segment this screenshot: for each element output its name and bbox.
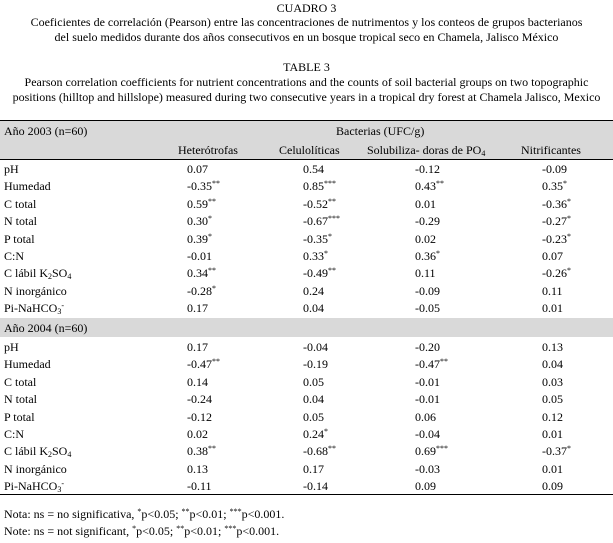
value-cell: [415, 214, 440, 228]
value-text: -0.01: [415, 392, 440, 407]
row-label-text: C total: [4, 196, 37, 211]
value-cell: [542, 266, 571, 280]
value-text: -0.36: [542, 196, 567, 211]
value-cell: [542, 197, 571, 211]
table-caption-line-1: Pearson correlation coefficients for nutrient concentrations and the counts of soil bacterial groups on two topographic: [24, 75, 589, 89]
value-text: -0.09: [415, 283, 440, 298]
value-cell: [187, 284, 216, 298]
value-cell: [303, 427, 328, 441]
table-row: [0, 300, 613, 317]
value-cell: [303, 266, 336, 280]
note-text: p<0.01;: [189, 507, 230, 521]
table-row: [0, 178, 613, 195]
value-cell: [415, 179, 444, 193]
value-cell: [187, 410, 212, 424]
significance-marker: *: [567, 214, 571, 224]
bottom-rule: [0, 494, 613, 495]
row-label: [4, 444, 71, 458]
note-spanish: [4, 507, 284, 521]
row-label-text: Humedad: [4, 179, 51, 194]
value-cell: [187, 427, 208, 441]
value-text: 0.07: [542, 249, 563, 263]
value-text: 0.24: [303, 427, 324, 441]
value-cell: [303, 197, 336, 211]
row-label: [4, 249, 24, 263]
significance-marker: **: [328, 196, 336, 206]
value-cell: [303, 214, 340, 228]
value-cell: [303, 162, 324, 176]
value-text: 0.33: [303, 249, 324, 263]
cuadro-title: CUADRO 3: [276, 1, 337, 15]
significance-marker: **: [440, 357, 448, 367]
row-label: [4, 266, 71, 280]
value-cell: [415, 162, 440, 176]
value-cell: [187, 357, 220, 371]
significance-marker: *: [324, 427, 328, 436]
significance-marker: **: [328, 266, 336, 276]
value-text: 0.01: [415, 196, 436, 211]
value-text: -0.04: [415, 427, 440, 441]
value-cell: [415, 197, 436, 211]
value-cell: [187, 444, 216, 458]
table-row: [0, 248, 613, 265]
value-text: -0.12: [187, 409, 212, 424]
table-caption-line-2: positions (hilltop and hillslope) measured during two consecutive years in a tropical dry forest at Chamela Jalisco, Mexico: [12, 90, 601, 104]
table-row: [0, 196, 613, 213]
value-cell: [303, 249, 328, 263]
significance-marker: *: [208, 214, 212, 224]
significance-marker: **: [212, 357, 220, 367]
value-text: 0.07: [187, 162, 208, 176]
note-text: p<0.05;: [141, 507, 182, 521]
table-row: [0, 409, 613, 426]
value-cell: [187, 214, 212, 228]
row-label-text: N inorgánico: [4, 461, 67, 476]
note-text: p<0.05;: [136, 524, 177, 538]
value-text: -0.20: [415, 340, 440, 354]
value-text: 0.14: [187, 374, 208, 389]
row-label: [4, 340, 19, 354]
column-header-solubilizadoras-text: Solubiliza- doras de PO: [367, 143, 482, 157]
note-english: [4, 524, 279, 538]
value-text: 0.05: [303, 374, 324, 389]
value-text: 0.11: [542, 283, 563, 298]
value-cell: [303, 232, 332, 246]
row-label-text: C:N: [4, 249, 25, 263]
row-label-text: N inorgánico: [4, 283, 67, 298]
significance-marker: *: [436, 249, 440, 258]
row-label: [4, 357, 51, 371]
value-cell: [187, 266, 216, 280]
value-text: -0.35: [303, 231, 328, 246]
value-cell: [187, 232, 212, 246]
value-text: -0.12: [415, 162, 440, 176]
value-cell: [415, 410, 436, 424]
value-text: 0.03: [542, 374, 563, 389]
value-text: 0.04: [542, 357, 563, 372]
row-label-sub: 2: [48, 272, 52, 282]
row-label-sup: -: [61, 301, 65, 311]
value-text: -0.47: [187, 357, 212, 372]
significance-marker: *: [212, 283, 216, 293]
value-text: -0.14: [303, 479, 328, 494]
value-text: -0.68: [303, 444, 328, 459]
value-text: -0.01: [187, 249, 212, 263]
value-cell: [415, 301, 440, 315]
value-cell: [542, 340, 563, 354]
value-text: -0.24: [187, 392, 212, 407]
significance-marker: **: [208, 196, 216, 206]
value-cell: [542, 375, 563, 389]
value-text: 0.34: [187, 266, 208, 281]
value-cell: [303, 410, 324, 424]
row-label-sub: 4: [67, 450, 72, 460]
value-text: -0.28: [187, 283, 212, 298]
value-text: -0.04: [303, 340, 328, 354]
table-row: [0, 478, 613, 495]
significance-marker: **: [208, 266, 216, 276]
value-text: 0.09: [542, 479, 563, 494]
table-row: [0, 231, 613, 248]
value-cell: [187, 479, 212, 493]
row-label: [4, 179, 51, 193]
significance-marker: **: [212, 179, 220, 189]
value-cell: [542, 284, 563, 298]
row-label-text: C lábil K: [4, 444, 48, 459]
value-cell: [542, 479, 563, 493]
value-cell: [542, 427, 563, 441]
row-label-text: SO: [52, 266, 68, 281]
table-title: TABLE 3: [283, 60, 330, 74]
value-text: 0.24: [303, 283, 324, 298]
cuadro-caption-line-1: Coeficientes de correlación (Pearson) entre las concentraciones de nutrimentos y los conteos de grupos bacterianos: [30, 15, 583, 29]
value-cell: [187, 197, 216, 211]
value-text: 0.39: [187, 231, 208, 246]
value-cell: [187, 392, 212, 406]
value-text: 0.30: [187, 214, 208, 229]
value-text: 0.01: [542, 427, 563, 441]
row-label: [4, 375, 36, 389]
value-text: -0.01: [415, 374, 440, 389]
significance-marker: **: [328, 444, 336, 454]
value-cell: [303, 444, 336, 458]
section-label-2004: Año 2004 (n=60): [4, 321, 88, 335]
value-cell: [303, 301, 324, 315]
value-text: -0.05: [415, 301, 440, 316]
column-header-nitrificantes: Nitrificantes: [521, 143, 581, 157]
table-row: [0, 161, 613, 178]
value-text: 0.06: [415, 409, 436, 424]
value-text: -0.19: [303, 357, 328, 372]
value-text: 0.85: [303, 179, 324, 194]
value-text: -0.26: [542, 266, 567, 281]
row-label: [4, 214, 37, 228]
value-text: 0.17: [187, 340, 208, 354]
value-text: -0.67: [303, 214, 328, 229]
value-text: 0.69: [415, 444, 436, 459]
row-label-sup: -: [61, 479, 65, 489]
value-text: -0.11: [187, 479, 212, 494]
row-label: [4, 479, 64, 493]
significance-marker: ***: [324, 179, 336, 189]
section-label-2003: Año 2003 (n=60): [4, 124, 88, 138]
value-cell: [415, 479, 436, 493]
note-sup: **: [181, 507, 190, 516]
value-cell: [187, 340, 208, 354]
value-cell: [415, 284, 440, 298]
value-text: 0.35: [542, 179, 563, 194]
value-text: 0.11: [415, 266, 436, 281]
table-row: [0, 391, 613, 408]
value-text: 0.05: [303, 409, 324, 424]
value-cell: [542, 301, 563, 315]
value-cell: [415, 375, 440, 389]
table-row: [0, 283, 613, 300]
value-cell: [415, 249, 440, 263]
value-cell: [303, 179, 336, 193]
significance-marker: ***: [328, 214, 340, 224]
value-cell: [415, 427, 440, 441]
value-cell: [187, 301, 208, 315]
value-cell: [415, 444, 448, 458]
value-cell: [415, 462, 440, 476]
column-header-celuloliticas: Celulolíticas: [279, 143, 340, 157]
value-cell: [542, 214, 571, 228]
value-text: -0.03: [415, 461, 440, 476]
table-row: [0, 426, 613, 443]
value-text: 0.38: [187, 444, 208, 459]
value-cell: [542, 249, 563, 263]
row-label-sub: 2: [48, 450, 52, 460]
value-cell: [303, 375, 324, 389]
row-label-text: SO: [52, 444, 68, 459]
value-cell: [303, 392, 324, 406]
row-label: [4, 462, 67, 476]
value-cell: [542, 392, 563, 406]
value-text: 0.13: [187, 461, 208, 476]
row-label-text: C:N: [4, 427, 25, 441]
table-row: [0, 443, 613, 460]
value-text: 0.12: [542, 409, 563, 424]
row-label: [4, 392, 37, 406]
value-cell: [187, 179, 220, 193]
note-spanish-prefix: Nota: ns = no significativa,: [4, 507, 138, 521]
note-sup: ***: [224, 524, 237, 533]
row-label-text: N total: [4, 392, 37, 407]
value-text: 0.09: [415, 479, 436, 494]
row-label-text: pH: [4, 162, 19, 176]
row-label: [4, 410, 35, 424]
row-label: [4, 162, 19, 176]
value-text: 0.01: [542, 301, 563, 316]
table-row: [0, 374, 613, 391]
table-row: [0, 356, 613, 373]
value-cell: [542, 162, 567, 176]
row-label-sub: 4: [67, 272, 72, 282]
row-label-text: pH: [4, 340, 19, 354]
section-header-2004: [0, 318, 613, 337]
value-text: 0.13: [542, 340, 563, 354]
note-sup: *: [132, 524, 137, 533]
note-sup: ***: [229, 507, 242, 516]
significance-marker: *: [567, 266, 571, 276]
table-row: [0, 213, 613, 230]
value-text: -0.29: [415, 214, 440, 229]
header-bottom-rule: [0, 159, 613, 160]
value-cell: [542, 179, 567, 193]
value-cell: [415, 357, 448, 371]
header-row-columns: [0, 139, 613, 159]
significance-marker: **: [208, 444, 216, 454]
value-cell: [415, 266, 436, 280]
value-text: -0.27: [542, 214, 567, 229]
value-cell: [542, 232, 571, 246]
significance-marker: *: [324, 249, 328, 258]
significance-marker: *: [328, 231, 332, 241]
row-label-text: N total: [4, 214, 37, 229]
column-header-solubilizadoras: [367, 143, 485, 157]
value-text: 0.17: [303, 461, 324, 476]
value-text: -0.09: [542, 162, 567, 176]
value-cell: [303, 284, 324, 298]
value-text: 0.43: [415, 179, 436, 194]
group-header: Bacterias (UFC/g): [336, 124, 425, 138]
significance-marker: *: [567, 196, 571, 206]
value-text: 0.36: [415, 249, 436, 263]
significance-marker: ***: [436, 444, 448, 454]
value-cell: [415, 340, 440, 354]
value-text: -0.47: [415, 357, 440, 372]
row-label: [4, 301, 64, 315]
row-label: [4, 197, 36, 211]
value-text: 0.54: [303, 162, 324, 176]
row-label-sub: 3: [57, 485, 62, 495]
note-sup: *: [137, 507, 142, 516]
value-text: 0.04: [303, 392, 324, 407]
note-english-prefix: Note: ns = not significant,: [4, 524, 133, 538]
row-label: [4, 232, 35, 246]
row-label-text: Pi-NaHCO: [4, 301, 58, 316]
note-text: p<0.001.: [236, 524, 280, 538]
row-label-text: Humedad: [4, 357, 51, 372]
note-sup: **: [176, 524, 185, 533]
note-text: p<0.001.: [241, 507, 285, 521]
value-cell: [187, 162, 208, 176]
column-header-heterotrofas: Heterótrofas: [178, 143, 238, 157]
significance-marker: *: [567, 231, 571, 241]
significance-marker: *: [567, 444, 571, 454]
table-row: [0, 265, 613, 282]
header-row-group: [0, 121, 613, 139]
row-label: [4, 284, 67, 298]
value-text: 0.59: [187, 196, 208, 211]
value-cell: [542, 444, 571, 458]
value-text: -0.35: [187, 179, 212, 194]
value-text: 0.01: [542, 461, 563, 476]
value-cell: [542, 410, 563, 424]
value-cell: [542, 462, 563, 476]
row-label-text: Pi-NaHCO: [4, 479, 58, 494]
value-text: 0.02: [415, 231, 436, 246]
row-label: [4, 427, 24, 441]
value-cell: [415, 392, 440, 406]
significance-marker: **: [436, 179, 444, 189]
table-row: [0, 461, 613, 478]
value-text: -0.37: [542, 444, 567, 459]
value-cell: [303, 462, 324, 476]
value-cell: [303, 357, 328, 371]
cuadro-caption-line-2: del suelo medidos durante dos años consecutivos en un bosque tropical seco en Chamela, Jalisco México: [54, 30, 559, 44]
value-cell: [187, 249, 212, 263]
row-label-text: C lábil K: [4, 266, 48, 281]
value-text: 0.17: [187, 301, 208, 316]
value-text: -0.49: [303, 266, 328, 281]
value-cell: [187, 375, 208, 389]
value-cell: [187, 462, 208, 476]
note-text: p<0.01;: [184, 524, 225, 538]
significance-marker: *: [208, 231, 212, 241]
value-text: 0.02: [187, 427, 208, 441]
value-cell: [303, 340, 328, 354]
row-label-text: P total: [4, 409, 35, 424]
value-text: 0.05: [542, 392, 563, 407]
table-row: [0, 339, 613, 356]
significance-marker: *: [563, 179, 567, 189]
value-cell: [542, 357, 563, 371]
value-text: -0.23: [542, 231, 567, 246]
column-header-sub: 4: [481, 149, 486, 158]
value-cell: [303, 479, 328, 493]
row-label-sub: 3: [57, 307, 62, 317]
value-text: 0.04: [303, 301, 324, 316]
row-label-text: P total: [4, 231, 35, 246]
value-text: -0.52: [303, 196, 328, 211]
row-label-text: C total: [4, 374, 37, 389]
value-cell: [415, 232, 436, 246]
